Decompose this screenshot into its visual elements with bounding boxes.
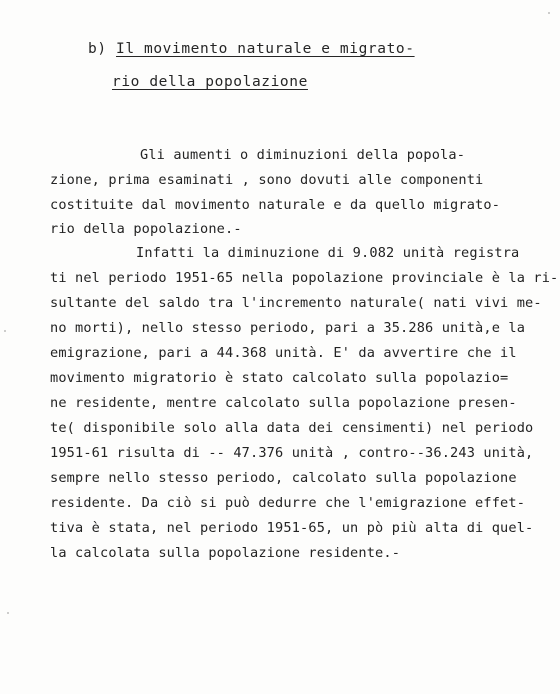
section-heading-line-2 <box>112 74 308 90</box>
paragraph-1-line-2: zione, prima esaminati , sono dovuti alle componenti <box>50 172 484 188</box>
paragraph-1-line-3: costituite dal movimento naturale e da quello migrato- <box>50 197 501 213</box>
paragraph-2-line-7: ne residente, mentre calcolato sulla popolazione presen- <box>50 395 517 411</box>
paragraph-2-line-2: ti nel periodo 1951-65 nella popolazione provinciale è la ri- <box>50 270 559 286</box>
paragraph-2-line-1: Infatti la diminuzione di 9.082 unità registra <box>136 245 520 261</box>
paragraph-2-line-13: la calcolata sulla popolazione residente.- <box>50 545 401 561</box>
section-heading-title-part-2: rio della popolazione <box>112 74 308 90</box>
paragraph-1-line-1: Gli aumenti o diminuzioni della popola- <box>140 147 466 163</box>
section-heading-title-part-1: Il movimento naturale e migrato- <box>116 41 415 57</box>
scan-speck <box>7 612 9 614</box>
section-heading-prefix: b) <box>88 41 107 57</box>
paragraph-2-line-6: movimento migratorio è stato calcolato sulla popolazio= <box>50 370 509 386</box>
paragraph-1-line-4: rio della popolazione.- <box>50 221 242 237</box>
paragraph-2-line-9: 1951-61 risulta di -- 47.376 unità , contro--36.243 unità, <box>50 445 534 461</box>
scan-speck <box>548 12 550 14</box>
paragraph-2-line-10: sempre nello stesso periodo, calcolato sulla popolazione <box>50 470 517 486</box>
paragraph-2-line-4: no morti), nello stesso periodo, pari a 35.286 unità,e la <box>50 320 526 336</box>
paragraph-2-line-3: sultante del saldo tra l'incremento naturale( nati vivi me- <box>50 295 542 311</box>
paragraph-2-line-8: te( disponibile solo alla data dei censimenti) nel periodo <box>50 420 534 436</box>
section-heading-line-1 <box>88 41 415 57</box>
paragraph-2-line-12: tiva è stata, nel periodo 1951-65, un pò più alta di quel- <box>50 520 534 536</box>
paragraph-2-line-11: residente. Da ciò si può dedurre che l'emigrazione effet- <box>50 495 526 511</box>
scan-speck <box>4 330 6 332</box>
paragraph-2-line-5: emigrazione, pari a 44.368 unità. E' da avvertire che il <box>50 345 517 361</box>
